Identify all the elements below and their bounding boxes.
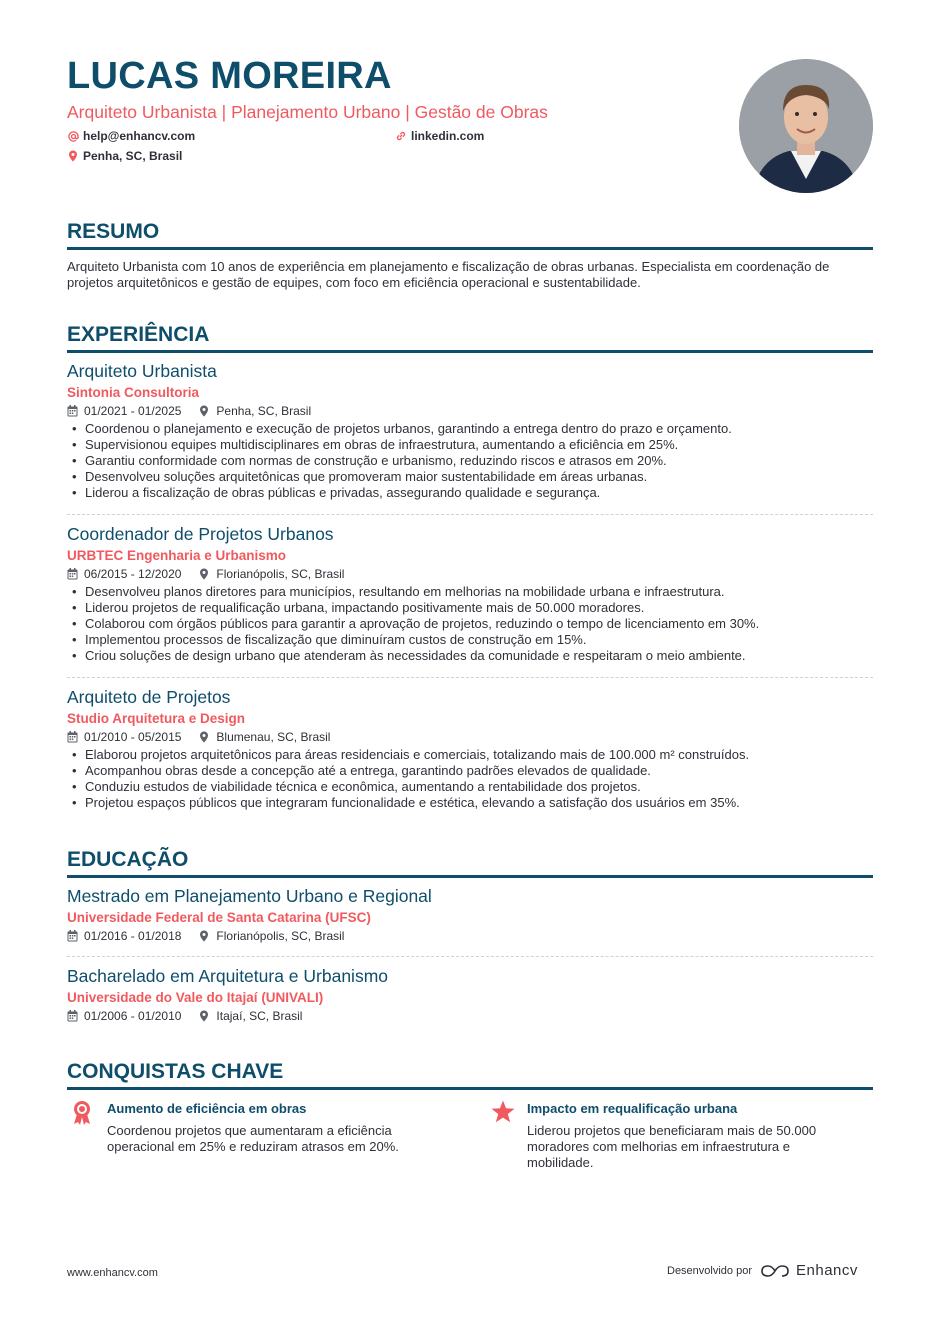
headline: Arquiteto Urbanista | Planejamento Urbano | Gestão de Obras [67,102,548,122]
bullet-item: • Acompanhou obras desde a concepção até a entrega, garantindo padrões elevados de qualidade. [67,763,873,779]
summary-text: Arquiteto Urbanista com 10 anos de experiência em planejamento e fiscalização de obras urbanas. Especialista em coordenação de projetos arquitetônicos e gestão de equipes, com foco em eficiência operacional e sustentabilidade. [67,259,830,290]
education-meta [67,928,873,944]
job-location [199,729,330,745]
candidate-name: LUCAS MOREIRA [67,55,392,97]
entry-divider [67,677,873,678]
experience-item [67,360,873,501]
job-location [199,566,344,582]
calendar-icon [67,1010,78,1022]
link-icon [395,130,407,142]
achievement-text: Liderou projetos que beneficiaram mais de 50.000 moradores com melhorias em infraestrutura e mobilidade. [527,1123,817,1170]
job-location [199,403,311,419]
education-location [199,1008,302,1024]
award-ribbon-icon [72,1100,98,1126]
summary-title: RESUMO [67,220,873,250]
job-meta [67,403,873,419]
at-icon [67,130,79,142]
achievement-title: Aumento de eficiência em obras [107,1101,307,1116]
bullet-item: • Projetou espaços públicos que integraram funcionalidade e estética, elevando a satisfação dos usuários em 35%. [67,795,873,811]
job-bullets [67,747,873,811]
bullet-item: • Garantiu conformidade com normas de construção e urbanismo, reduzindo riscos e atrasos em 20%. [67,453,873,469]
achievement-item [491,1100,831,1171]
location-pin-icon [199,568,210,580]
job-bullets [67,584,873,664]
location-pin-icon [199,930,210,942]
job-bullets [67,421,873,501]
location-pin-icon [199,405,210,417]
education-item [67,965,873,1024]
bullet-item: • Coordenou o planejamento e execução de projetos urbanos, garantindo a entrega dentro do prazo e orçamento. [67,421,873,437]
achievement-title: Impacto em requalificação urbana [527,1101,738,1116]
entry-divider [67,514,873,515]
entry-divider [67,956,873,957]
job-title: Coordenador de Projetos Urbanos [67,524,334,544]
school-name: Universidade Federal de Santa Catarina (UFSC) [67,910,371,925]
bullet-item: • Liderou a fiscalização de obras públicas e privadas, assegurando qualidade e segurança. [67,485,873,501]
achievement-item [72,1100,412,1155]
email-contact[interactable] [67,129,195,143]
job-meta [67,566,873,582]
calendar-icon [67,405,78,417]
bullet-item: • Elaborou projetos arquitetônicos para áreas residenciais e comerciais, totalizando mais de 100.000 m² construídos. [67,747,873,763]
footer-brand[interactable] [667,1262,858,1279]
education-title: EDUCAÇÃO [67,848,873,878]
bullet-item: • Supervisionou equipes multidisciplinares em obras de infraestrutura, aumentando a eficiência em 25%. [67,437,873,453]
bullet-item: • Colaborou com órgãos públicos para garantir a aprovação de projetos, reduzindo o tempo de licenciamento em 30%. [67,616,873,632]
calendar-icon [67,568,78,580]
job-title: Arquiteto Urbanista [67,361,217,381]
job-dates: 06/2015 - 12/2020 [84,567,182,581]
location-pin-icon [199,1010,210,1022]
powered-by-label: Desenvolvido por [667,1264,752,1277]
company-name: URBTEC Engenharia e Urbanismo [67,548,287,563]
bullet-item: • Desenvolveu soluções arquitetônicas que promoveram maior sustentabilidade em áreas urbanas. [67,469,873,485]
bullet-item: • Liderou projetos de requalificação urbana, impactando positivamente mais de 50.000 moradores. [67,600,873,616]
achievement-text: Coordenou projetos que aumentaram a eficiência operacional em 25% e reduziram atrasos em 20%. [107,1123,399,1154]
profile-photo [739,59,873,193]
bullet-item: • Desenvolveu planos diretores para municípios, resultando em melhorias na mobilidade urbana e infraestrutura. [67,584,873,600]
experience-item [67,686,873,811]
bullet-item: • Criou soluções de design urbano que atenderam às necessidades da comunidade e respeitaram o meio ambiente. [67,648,873,664]
job-meta [67,729,873,745]
job-dates: 01/2021 - 01/2025 [84,404,182,418]
job-location-text: Florianópolis, SC, Brasil [216,567,345,581]
job-title: Arquiteto de Projetos [67,687,231,707]
job-location-text: Blumenau, SC, Brasil [216,730,331,744]
company-name: Studio Arquitetura e Design [67,711,246,726]
brand-name: Enhancv [796,1262,858,1279]
location-contact [67,149,182,163]
enhancv-logo-icon [760,1263,790,1279]
location-text: Penha, SC, Brasil [83,149,183,163]
education-dates: 01/2016 - 01/2018 [84,929,182,943]
job-location-text: Penha, SC, Brasil [216,404,312,418]
education-location [199,928,344,944]
education-location-text: Florianópolis, SC, Brasil [216,929,345,943]
achievements-title: CONQUISTAS CHAVE [67,1060,873,1090]
linkedin-contact[interactable] [395,129,484,143]
calendar-icon [67,731,78,743]
education-meta [67,1008,873,1024]
bullet-item: • Conduziu estudos de viabilidade técnica e econômica, aumentando a rentabilidade dos projetos. [67,779,873,795]
experience-item [67,523,873,664]
education-location-text: Itajaí, SC, Brasil [216,1009,303,1023]
bullet-item: • Implementou processos de fiscalização que diminuíram custos de construção em 15%. [67,632,873,648]
footer-website[interactable]: www.enhancv.com [67,1267,158,1279]
email-text: help@enhancv.com [83,129,196,143]
experience-title: EXPERIÊNCIA [67,323,873,353]
calendar-icon [67,930,78,942]
star-icon [491,1100,517,1126]
degree-title: Bacharelado em Arquitetura e Urbanismo [67,966,389,986]
job-dates: 01/2010 - 05/2015 [84,730,182,744]
education-dates: 01/2006 - 01/2010 [84,1009,182,1023]
degree-title: Mestrado em Planejamento Urbano e Regional [67,886,432,906]
company-name: Sintonia Consultoria [67,385,200,400]
education-item [67,885,873,944]
location-pin-icon [67,150,79,162]
school-name: Universidade do Vale do Itajaí (UNIVALI) [67,990,324,1005]
location-pin-icon [199,731,210,743]
linkedin-text: linkedin.com [411,129,485,143]
